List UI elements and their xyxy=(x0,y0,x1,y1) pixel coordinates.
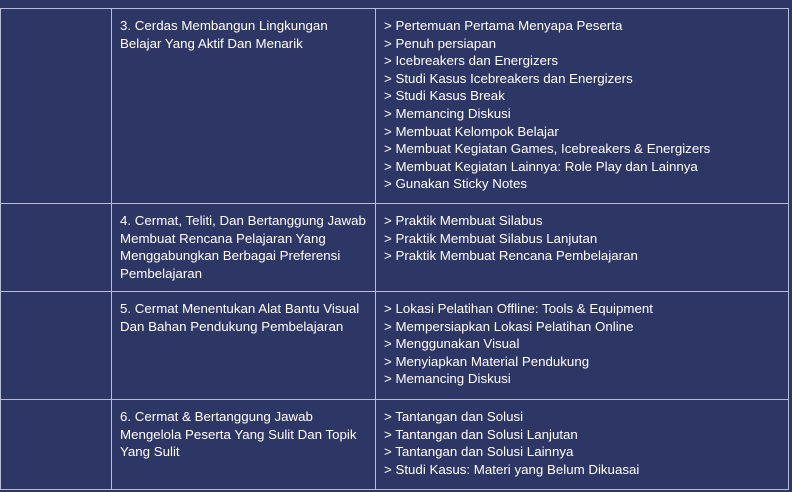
topic-item: > Mempersiapkan Lokasi Pelatihan Online xyxy=(384,318,634,334)
topic-list-cell xyxy=(376,204,789,292)
topic-item: > Penuh persiapan xyxy=(384,35,497,51)
topic-item: > Gunakan Sticky Notes xyxy=(384,176,528,192)
module-title-cell xyxy=(112,292,376,400)
row-label-cell xyxy=(1,204,112,292)
topic-item: > Membuat Kegiatan Lainnya: Role Play dan Lainnya xyxy=(384,158,698,174)
module-title: 5. Cermat Menentukan Alat Bantu Visual Dan Bahan Pendukung Pembelajaran xyxy=(120,301,360,334)
topic-item: > Tantangan dan Solusi Lainnya xyxy=(384,444,574,460)
topic-item: > Studi Kasus: Materi yang Belum Dikuasai xyxy=(384,461,640,477)
module-title: 4. Cermat, Teliti, Dan Bertanggung Jawab Membuat Rencana Pelajaran Yang Menggabungkan Berbagai Preferensi Pembelajaran xyxy=(120,213,366,281)
module-title-cell xyxy=(112,204,376,292)
module-title-cell xyxy=(112,9,376,204)
topic-list-cell xyxy=(376,9,789,204)
topic-item: > Praktik Membuat Silabus Lanjutan xyxy=(384,230,598,246)
topic-item: > Pertemuan Pertama Menyapa Peserta xyxy=(384,18,623,33)
topic-item: > Studi Kasus Break xyxy=(384,88,505,104)
module-title: 3. Cerdas Membangun Lingkungan Belajar Yang Aktif Dan Menarik xyxy=(120,18,328,51)
module-title: 6. Cermat & Bertanggung Jawab Mengelola Peserta Yang Sulit Dan Topik Yang Sulit xyxy=(120,409,357,460)
topic-item: > Membuat Kelompok Belajar xyxy=(384,123,559,139)
topic-item: > Studi Kasus Icebreakers dan Energizers xyxy=(384,70,633,86)
topic-item: > Icebreakers dan Energizers xyxy=(384,53,559,69)
topic-item: > Membuat Kegiatan Games, Icebreakers & Energizers xyxy=(384,141,711,157)
topic-list-cell xyxy=(376,292,789,400)
table-row xyxy=(1,400,789,490)
topic-item: > Lokasi Pelatihan Offline: Tools & Equipment xyxy=(384,301,653,316)
topic-item: > Memancing Diskusi xyxy=(384,371,511,387)
topic-item: > Tantangan dan Solusi xyxy=(384,409,524,424)
module-title-cell xyxy=(112,400,376,490)
topic-item: > Menggunakan Visual xyxy=(384,336,520,352)
topic-item: > Memancing Diskusi xyxy=(384,105,511,121)
row-label-cell xyxy=(1,9,112,204)
table-row xyxy=(1,204,789,292)
topic-item: > Menyiapkan Material Pendukung xyxy=(384,353,590,369)
topic-item: > Tantangan dan Solusi Lanjutan xyxy=(384,426,578,442)
row-label-cell xyxy=(1,292,112,400)
topic-item: > Praktik Membuat Silabus xyxy=(384,213,543,228)
table-row xyxy=(1,292,789,400)
table-row xyxy=(1,9,789,204)
row-label-cell xyxy=(1,400,112,490)
syllabus-table xyxy=(0,8,789,490)
topic-list-cell xyxy=(376,400,789,490)
topic-item: > Praktik Membuat Rencana Pembelajaran xyxy=(384,248,638,264)
